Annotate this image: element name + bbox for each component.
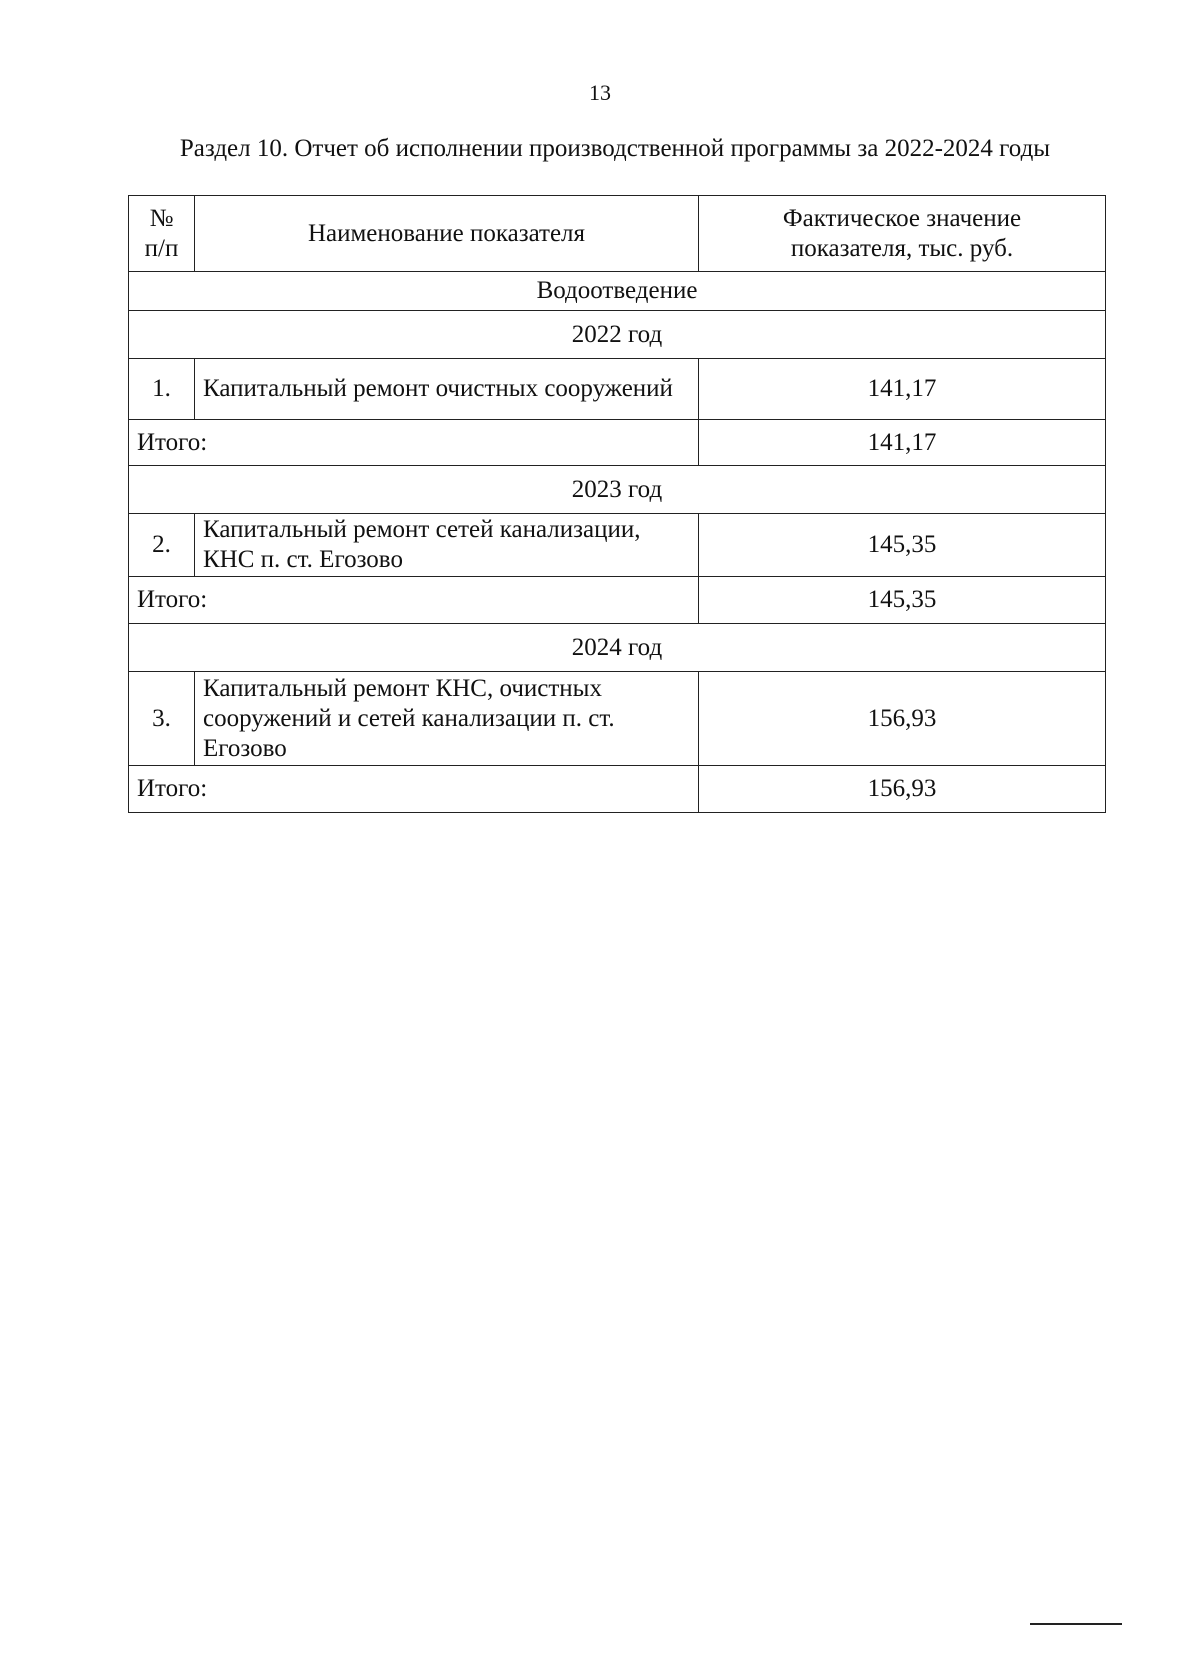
item-value: 145,35 <box>699 514 1106 577</box>
total-row <box>129 577 1106 624</box>
total-label: Итого: <box>129 577 699 624</box>
item-row <box>129 514 1106 577</box>
header-value-line2: показателя, тыс. руб. <box>790 234 1014 262</box>
item-row <box>129 672 1106 766</box>
item-value: 141,17 <box>699 359 1106 420</box>
header-value-line1: Фактическое значение <box>782 204 1022 232</box>
item-number: 2. <box>129 514 195 577</box>
header-value <box>699 196 1106 272</box>
item-number: 3. <box>129 672 195 766</box>
total-row <box>129 766 1106 813</box>
item-name: Капитальный ремонт КНС, очистных сооружений и сетей канализации п. ст. Егозово <box>195 672 699 766</box>
header-row <box>129 196 1106 272</box>
header-num-abbr: п/п <box>144 234 179 262</box>
year-row <box>129 466 1106 514</box>
total-value: 156,93 <box>699 766 1106 813</box>
page-number: 13 <box>589 80 611 105</box>
header-num-symbol: № <box>149 204 174 232</box>
report-table <box>128 195 1106 813</box>
item-name: Капитальный ремонт сетей канализации, КНС п. ст. Егозово <box>195 514 699 577</box>
header-name: Наименование показателя <box>195 196 699 272</box>
section-title: Раздел 10. Отчет об исполнении производственной программы за 2022-2024 годы <box>179 135 1051 162</box>
year-label: 2024 год <box>129 624 1106 672</box>
total-value: 145,35 <box>699 577 1106 624</box>
year-label: 2023 год <box>129 466 1106 514</box>
header-num <box>129 196 195 272</box>
year-row <box>129 311 1106 359</box>
item-name: Капитальный ремонт очистных сооружений <box>195 359 699 420</box>
total-label: Итого: <box>129 420 699 466</box>
total-label: Итого: <box>129 766 699 813</box>
item-value: 156,93 <box>699 672 1106 766</box>
year-row <box>129 624 1106 672</box>
year-label: 2022 год <box>129 311 1106 359</box>
section-label: Водоотведение <box>129 272 1106 311</box>
item-number: 1. <box>129 359 195 420</box>
total-row <box>129 420 1106 466</box>
item-row <box>129 359 1106 420</box>
total-value: 141,17 <box>699 420 1106 466</box>
section-row <box>129 272 1106 311</box>
footer-rule <box>1030 1623 1122 1625</box>
